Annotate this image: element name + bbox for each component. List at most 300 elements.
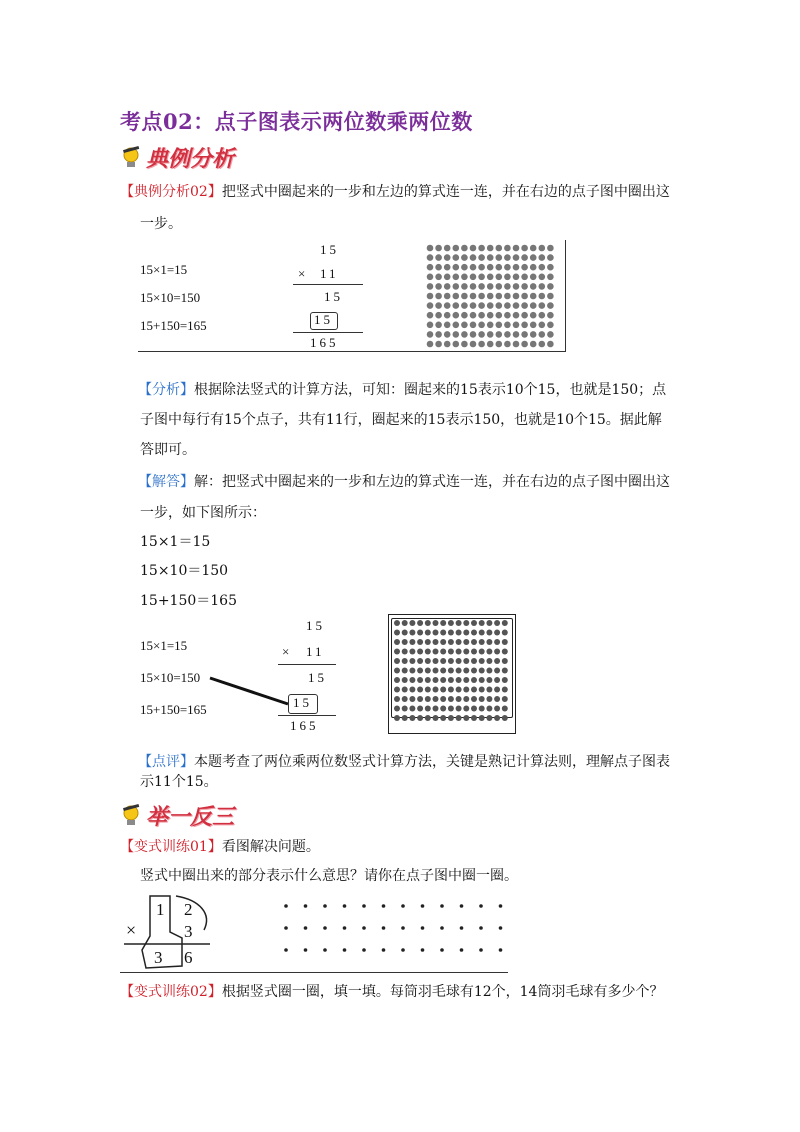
dot [471, 620, 477, 626]
dot [471, 639, 477, 645]
dot [479, 668, 485, 674]
dot [530, 245, 537, 252]
dot [463, 677, 469, 683]
dot [417, 715, 423, 721]
dot [539, 322, 546, 329]
dot [440, 658, 446, 664]
dot [394, 668, 400, 674]
dot [470, 254, 477, 261]
analysis-text2: 子图中每行有15个点子，共有11行，圈起来的15表示150，也就是10个15。据此解 [140, 412, 662, 428]
dot [409, 696, 415, 702]
dot [382, 904, 386, 908]
dot [402, 649, 408, 655]
dot [513, 302, 520, 309]
dot [470, 302, 477, 309]
dot [502, 639, 508, 645]
dot [323, 926, 327, 930]
answer-tag: 【解答】 [138, 474, 194, 490]
dot [433, 668, 439, 674]
dot [402, 706, 408, 712]
dot [502, 630, 508, 636]
section-badge-practice [120, 800, 234, 831]
dot [433, 687, 439, 693]
lightbulb-icon [120, 145, 142, 171]
dot [461, 254, 468, 261]
dot [479, 948, 483, 952]
dot [394, 696, 400, 702]
dot [461, 322, 468, 329]
dot [478, 283, 485, 290]
dot [409, 706, 415, 712]
dot [547, 245, 554, 252]
dot [486, 658, 492, 664]
dot [463, 687, 469, 693]
comment-line1 [138, 752, 670, 772]
dot [427, 322, 434, 329]
dot [444, 245, 451, 252]
dot [486, 677, 492, 683]
answer-figure [138, 614, 518, 736]
dot [427, 293, 434, 300]
dot [343, 904, 347, 908]
section-badge-label: 举一反三 [146, 804, 235, 830]
dot [304, 926, 308, 930]
dot [456, 696, 462, 702]
p1-res-a: 3 [154, 948, 166, 967]
dot [547, 341, 554, 348]
dot [394, 620, 400, 626]
dot [470, 341, 477, 348]
dot [487, 331, 494, 338]
dot [402, 677, 408, 683]
dot [479, 658, 485, 664]
dot [479, 630, 485, 636]
dot [448, 658, 454, 664]
dot [417, 687, 423, 693]
dot [417, 677, 423, 683]
dot [521, 312, 528, 319]
dot [453, 331, 460, 338]
dot [513, 264, 520, 271]
dot [539, 264, 546, 271]
dot [425, 706, 431, 712]
answer-eq3: 15+150＝165 [140, 593, 237, 609]
dot [440, 630, 446, 636]
vertical-partial1: 15 [324, 289, 343, 304]
dot [471, 677, 477, 683]
practice1-dot-grid [280, 898, 510, 968]
dot [513, 245, 520, 252]
dot [504, 245, 511, 252]
dot [453, 283, 460, 290]
dot [323, 904, 327, 908]
dot [471, 696, 477, 702]
dot [394, 658, 400, 664]
dot [425, 630, 431, 636]
dot [504, 312, 511, 319]
dot [478, 322, 485, 329]
dot [513, 283, 520, 290]
dot [394, 706, 400, 712]
dot [453, 341, 460, 348]
dot [460, 904, 464, 908]
dot [521, 302, 528, 309]
dot [504, 254, 511, 261]
dot [496, 302, 503, 309]
dot [417, 668, 423, 674]
dot [496, 245, 503, 252]
dot [521, 245, 528, 252]
example-text1: 把竖式中圈起来的一步和左边的算式连一连，并在右边的点子图中圈出这 [221, 184, 670, 200]
p1-top-b: 2 [184, 900, 196, 919]
dot [502, 620, 508, 626]
dot [448, 620, 454, 626]
dot [494, 706, 500, 712]
dot [547, 254, 554, 261]
dot [435, 293, 442, 300]
dot [494, 658, 500, 664]
dot [362, 926, 366, 930]
dot [453, 293, 460, 300]
dot [494, 696, 500, 702]
dot [487, 264, 494, 271]
dot [427, 341, 434, 348]
dot [496, 341, 503, 348]
dot [402, 658, 408, 664]
dot [440, 620, 446, 626]
dot [417, 696, 423, 702]
dot [470, 293, 477, 300]
dot [539, 293, 546, 300]
practice1-text: 看图解决问题。 [221, 839, 320, 855]
dot [499, 904, 503, 908]
dot [479, 620, 485, 626]
dot [539, 331, 546, 338]
dot [461, 274, 468, 281]
dot [440, 948, 444, 952]
dot [409, 715, 415, 721]
dot [530, 312, 537, 319]
dot [547, 302, 554, 309]
dot [433, 715, 439, 721]
dot [440, 687, 446, 693]
dot [417, 649, 423, 655]
dot [487, 302, 494, 309]
practice1-figure [120, 892, 510, 974]
dot [471, 706, 477, 712]
dot [463, 696, 469, 702]
dot [539, 312, 546, 319]
dot [479, 715, 485, 721]
dot [547, 274, 554, 281]
answer-eq2: 15×10＝150 [140, 563, 229, 579]
dot [433, 649, 439, 655]
dot [402, 668, 408, 674]
comment-text1: 本题考查了两位乘两位数竖式计算方法，关键是熟记计算法则，理解点子图表 [194, 754, 670, 770]
dot [425, 687, 431, 693]
dot [394, 677, 400, 683]
dot [456, 649, 462, 655]
p1-top-a: 1 [156, 900, 168, 919]
dot [427, 331, 434, 338]
vertical-multiplier: 11 [320, 266, 339, 281]
dot [502, 658, 508, 664]
dot [463, 658, 469, 664]
answer-text1: 解：把竖式中圈起来的一步和左边的算式连一连，并在右边的点子图中圈出这 [194, 474, 670, 490]
answer-vertical-top: 15 [306, 618, 325, 633]
dot [513, 274, 520, 281]
dot [487, 341, 494, 348]
dot [521, 254, 528, 261]
dot [427, 283, 434, 290]
comment-text2: 示11个15。 [140, 774, 218, 790]
dot [417, 706, 423, 712]
dot [362, 948, 366, 952]
dot [440, 649, 446, 655]
dot [444, 302, 451, 309]
dot [496, 322, 503, 329]
dot [425, 677, 431, 683]
dot [487, 293, 494, 300]
page-title: 考点02：点子图表示两位数乘两位数 [120, 109, 473, 134]
dot [504, 341, 511, 348]
dot [409, 639, 415, 645]
vertical-partial2: 15 [314, 312, 333, 327]
dot [486, 706, 492, 712]
dot [444, 322, 451, 329]
dot [433, 677, 439, 683]
dot [382, 926, 386, 930]
dot [502, 668, 508, 674]
dot [453, 264, 460, 271]
p1-res-b: 6 [184, 948, 196, 967]
dot [487, 322, 494, 329]
dot [470, 245, 477, 252]
answer-eq1: 15×1＝15 [140, 534, 211, 550]
dot [502, 687, 508, 693]
dot [417, 639, 423, 645]
dot [470, 283, 477, 290]
dot [478, 293, 485, 300]
dot [496, 312, 503, 319]
dot [456, 687, 462, 693]
dot [435, 254, 442, 261]
dot [478, 331, 485, 338]
vertical-result: 165 [310, 335, 339, 350]
dot [440, 696, 446, 702]
dot [479, 706, 485, 712]
dot [502, 677, 508, 683]
dot [343, 926, 347, 930]
dot [486, 687, 492, 693]
dot [486, 649, 492, 655]
dot [427, 274, 434, 281]
dot [440, 904, 444, 908]
dot [547, 293, 554, 300]
dot [479, 926, 483, 930]
answer-line1 [138, 472, 670, 492]
dot [394, 649, 400, 655]
answer-dot-grid [388, 614, 514, 732]
dot [478, 254, 485, 261]
dot [394, 687, 400, 693]
dot [440, 926, 444, 930]
dot [284, 904, 288, 908]
dot [440, 706, 446, 712]
dot [456, 639, 462, 645]
dot [539, 254, 546, 261]
dot [402, 620, 408, 626]
dot [461, 245, 468, 252]
dot [479, 639, 485, 645]
dot [530, 274, 537, 281]
dot [463, 715, 469, 721]
practice2-text: 根据竖式圈一圈，填一填。每筒羽毛球有12个，14筒羽毛球有多少个？ [221, 984, 664, 1000]
section-badge-example [120, 142, 234, 173]
dot [444, 293, 451, 300]
dot [427, 245, 434, 252]
dot [402, 715, 408, 721]
dot [504, 293, 511, 300]
dot [444, 254, 451, 261]
dot [494, 620, 500, 626]
dot [487, 283, 494, 290]
dot [478, 341, 485, 348]
dot [440, 715, 446, 721]
practice1-tag: 【变式训练01】 [120, 839, 222, 855]
dot [421, 926, 425, 930]
dot [284, 948, 288, 952]
dot [444, 312, 451, 319]
dot [463, 620, 469, 626]
dot [402, 639, 408, 645]
dot [470, 274, 477, 281]
dot [427, 312, 434, 319]
dot [284, 926, 288, 930]
dot [456, 677, 462, 683]
dot [456, 630, 462, 636]
dot [394, 715, 400, 721]
dot [461, 302, 468, 309]
practice1-question: 竖式中圈出来的部分表示什么意思？请你在点子图中圈一圈。 [140, 868, 518, 884]
analysis-text3: 答即可。 [140, 442, 196, 458]
dot [435, 302, 442, 309]
dot [513, 254, 520, 261]
dot [460, 948, 464, 952]
dot [494, 668, 500, 674]
dot [502, 696, 508, 702]
dot [471, 668, 477, 674]
dot [448, 696, 454, 702]
dot [409, 630, 415, 636]
dot [402, 696, 408, 702]
dot [471, 715, 477, 721]
dot [401, 904, 405, 908]
answer-text2: 一步，如下图所示： [140, 505, 266, 521]
dot [448, 677, 454, 683]
dot [530, 254, 537, 261]
dot [530, 341, 537, 348]
answer-vertical-partial2: 15 [293, 695, 312, 710]
dot [444, 264, 451, 271]
dot [425, 620, 431, 626]
dot [486, 668, 492, 674]
dot [487, 254, 494, 261]
dot [502, 649, 508, 655]
dot [494, 687, 500, 693]
analysis-text1: 根据除法竖式的计算方法，可知：圈起来的15表示10个15，也就是150；点 [194, 382, 667, 398]
dot [478, 264, 485, 271]
dot [453, 254, 460, 261]
dot [425, 668, 431, 674]
dot [496, 283, 503, 290]
dot [448, 706, 454, 712]
dot [487, 312, 494, 319]
p1-mult: 3 [184, 922, 196, 941]
dot [539, 283, 546, 290]
dot [513, 341, 520, 348]
dot [453, 312, 460, 319]
answer-fig-eq1: 15×1=15 [140, 638, 188, 653]
dot [456, 715, 462, 721]
answer-vertical-times: × [282, 644, 293, 659]
dot [461, 341, 468, 348]
example-text2: 一步。 [140, 216, 182, 232]
vertical-top: 15 [320, 242, 339, 257]
dot [463, 668, 469, 674]
dot [494, 639, 500, 645]
dot [425, 639, 431, 645]
analysis-line1 [138, 380, 666, 400]
dot [486, 630, 492, 636]
dot [402, 687, 408, 693]
dot [494, 715, 500, 721]
comment-tag: 【点评】 [138, 754, 194, 770]
dot [513, 312, 520, 319]
dot [513, 331, 520, 338]
dot [471, 687, 477, 693]
dot [304, 904, 308, 908]
equation-1: 15×1=15 [140, 262, 188, 277]
dot [427, 264, 434, 271]
dot [521, 283, 528, 290]
dot [539, 302, 546, 309]
dot [470, 264, 477, 271]
dot [448, 687, 454, 693]
answer-vertical-partial1: 15 [308, 670, 327, 685]
dot [448, 649, 454, 655]
dot [494, 649, 500, 655]
dot [453, 245, 460, 252]
dot [499, 948, 503, 952]
dot [547, 322, 554, 329]
practice2-line [120, 982, 663, 1002]
dot [496, 274, 503, 281]
p1-times: × [126, 920, 140, 940]
dot [460, 926, 464, 930]
dot [463, 649, 469, 655]
dot [499, 926, 503, 930]
dot [417, 620, 423, 626]
dot [402, 630, 408, 636]
dot [417, 630, 423, 636]
lightbulb-icon [120, 803, 142, 829]
dot [409, 620, 415, 626]
dot [435, 331, 442, 338]
dot [435, 274, 442, 281]
dot [470, 331, 477, 338]
dot [486, 715, 492, 721]
